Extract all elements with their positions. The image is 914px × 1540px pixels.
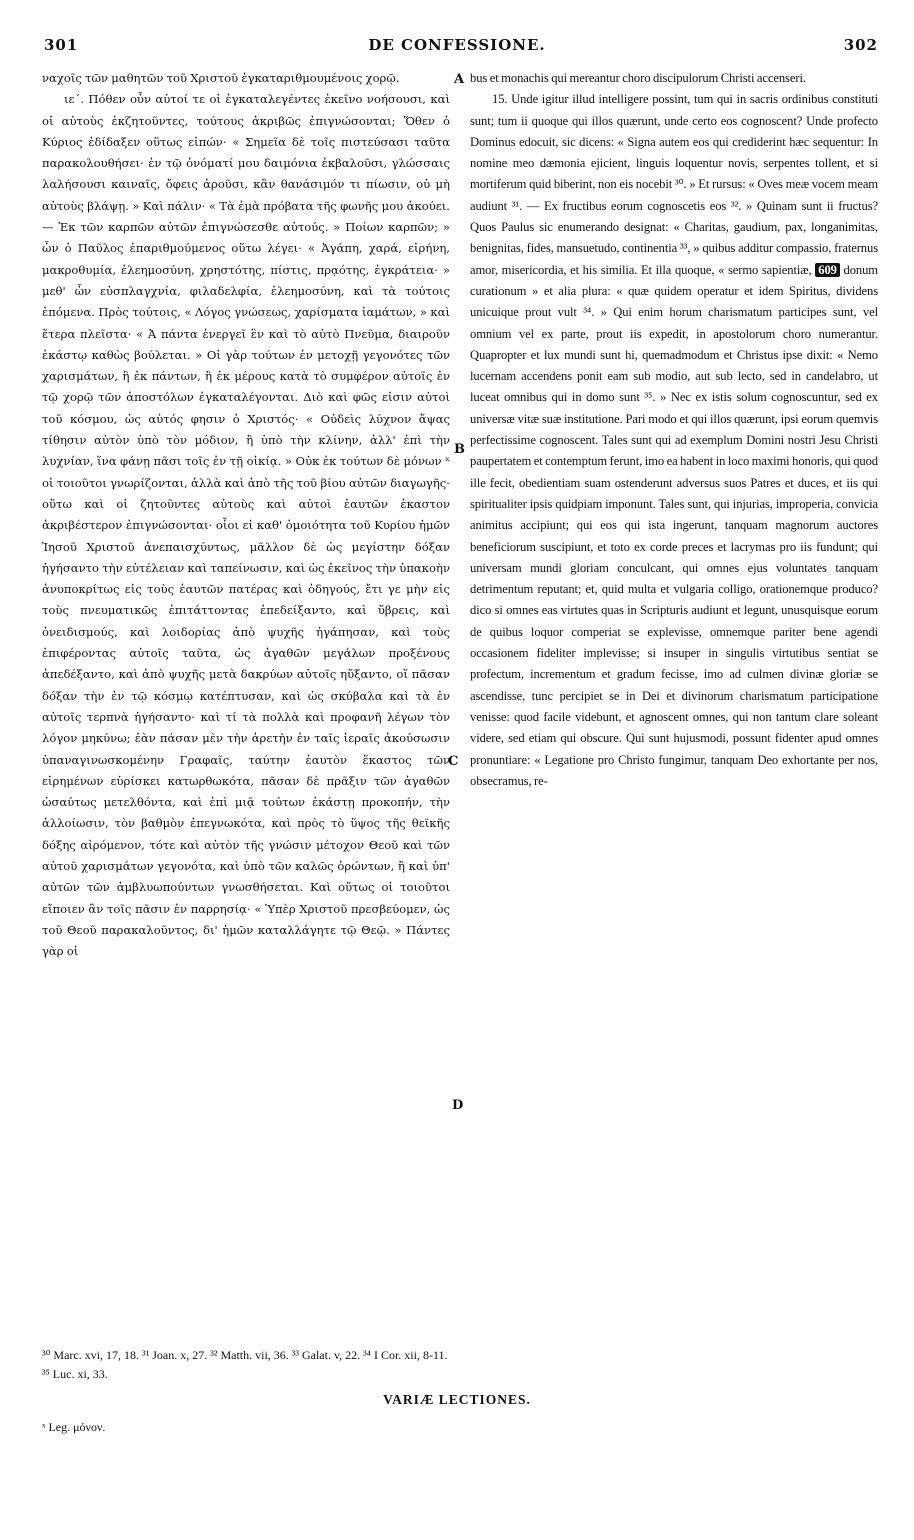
latin-text: donum curationum » et alia plura: « quæ quidem operatur et idem Spiritus, dividens unicuique prout vult ³⁴. » Qui enim horum charismatum participes sunt, vel omnium vel ex parte, prout iis expedit, in apostolorum choro numerantur. Quapropter et lux mundi sunt hi, quemadmodum et Christus ipse dixit: « Nemo lucernam accendens ponit eam sub modio, aut sub lecto, sed in candelabro, ut luceat omnibus qui in domo sunt ³⁵. » Nec ex istis solum cognoscuntur, sed ex universæ vitæ suæ institutione. Pari modo et qui illos quærunt, ipsi eorum quemvis perfectissime cognoscent. Tales sunt qui ad exemplum Domini nostri Jesu Christi paupertatem et contemptum ferunt, imo ea habent in loco maximi honoris, qui quod ille fecit, obedientiam suam ostenderunt adversus suos Patres et duces, et iis qui spiritualiter ipsis quidpiam imponunt. Tales sunt, qui injurias, improperia, convicia animitus accipiunt; qui eos qui ista ingerunt, tanquam magnorum auctores beneficiorum suscipiunt, et toto ex corde preces et lacrymas pro iis fundunt; qui universam mundi gloriam conculcant, qui omnes ejus voluntates tanquam detrimentum reputant; et, quid multa et vulgaria colligo, orationemque produco? dico si omnes eas virtutes quas in Scripturis audiunt et legunt, unusquisque eorum de quibus loquor comperiat se explevisse, omnemque pariter bene agendi occasionem fideliter implevisse; si insuper in singulis virtutibus sentiat se profectum, incrementum et gradum fecisse, imo ad culmen divinæ gloriæ se ascendisse, tunc percipiet se in Dei et divinorum charismatum participatione venisse: quod facile videbunt, et agnoscent omnes, qui non tantum clare soleant videre, sed etiam qui obscure. Qui sunt hujusmodi, possunt fidenter apud omnes pronuntiare: « Legatione pro Christo fungimur, tanquam Deo exhortante per nos, obsecramus, re-: [470, 262, 878, 788]
latin-text: 15. Unde igitur illud intelligere possint, tum qui in sacris ordinibus constituti sunt; tum ii quoque qui illos quærunt, unde certo eos cognoscent? Unde profecto Dominus edocuit, sic dicens: « Signa autem eos qui crediderint hæc sequentur: In nomine meo dæmonia ejicient, linguis loquentur novis, serpentes tollent, et si mortiferum quid biberint, non eis nocebit ³⁰. » Et rursus: « Oves meæ vocem meam audiunt ³¹. — Ex fructibus eorum cognoscetis eos ³². » Quinam sunt ii fructus? Quos Paulus sic enumerando designat: « Charitas, gaudium, pax, longanimitas, benignitas, fides, mansuetudo, continentia ³³, » quibus additur compassio, fraternus amor, misericordia, et his similia. Et illa quoque, « sermo sapientiæ,: [470, 92, 878, 277]
margin-letter-a: A: [454, 72, 465, 87]
greek-column: [42, 68, 450, 962]
margin-letter-c: C: [448, 754, 459, 769]
greek-paragraph: ιε΄. Πόθεν οὖν αὐτοί τε οἱ ἐγκαταλεγέντες ἐκεῖνο νοήσουσι, καὶ οἱ αὐτοὺς ἐκζητοῦντες, τούτους ἀκριβῶς ἐπιγνώσονται; Ὅθεν ὁ Κύριος ἐδίδαξεν οὕτως εἰπών· « Σημεῖα δὲ τοῖς πιστεύσασι ταῦτα παρακολουθήσει· ἐν τῷ ὀνόματί μου δαιμόνια ἐκβαλοῦσι, γλώσσαις λαλήσουσι καιναῖς, ὄφεις ἀροῦσι, κἂν θανάσιμόν τι πίωσιν, οὐ μὴ αὐτοὺς βλάψῃ. » Καὶ πάλιν· « Τὰ ἐμὰ πρόβατα τῆς φωνῆς μου ἀκούει. — Ἐκ τῶν καρπῶν αὐτῶν ἐπιγνώσεσθε αὐτούς. » Ποίων καρπῶν; » ὧν ὁ Παῦλος ἐπαριθμούμενος οὕτω λέγει· « Ἀγάπη, χαρά, εἰρήνη, μακροθυμία, ἐλεημοσύνη, χρηστότης, πίστις, πρᾳότης, ἐγκράτεια· » μεθ' ὧν εὐσπλαγχνία, φιλαδελφία, ἐλεημοσύνη, καὶ τὰ τούτοις ἑπόμενα. Πρὸς τούτοις, « Λόγος γνώσεως, χαρίσματα ἰαμάτων, » καὶ ἕτερα πλεῖστα· « Ἀ πάντα ἐνεργεῖ ἓν καὶ τὸ αὐτὸ Πνεῦμα, διαιροῦν ἑκάστῳ καθὼς βούλεται. » Οἱ γὰρ τούτων ἐν μετοχῇ γεγονότες τῶν χαρισμάτων, ἢ ἐκ πάντων, ἢ ἐκ μέρους κατὰ τὸ συμφέρον αὐτοῖς ἐν τῷ χορῷ τῶν ἀποστόλων ἐγκαταλέγονται. Διὸ καὶ φῶς εἰσιν αὐτοὶ τοῦ κόσμου, ὡς αὐτός φησιν ὁ Χριστός· « Οὐδεὶς λύχνον ἅψας τίθησιν αὐτὸν ὑπὸ τὸν μόδιον, ἢ ὑπὸ τὴν κλίνην, ἀλλ' ἐπὶ τὴν λυχνίαν, ἵνα φάνῃ πᾶσι τοῖς ἐν τῇ οἰκίᾳ. » Οὐκ ἐκ τούτων δὲ μόνων ˣ οἱ τοιοῦτοι γνωρίζονται, ἀλλὰ καὶ ἀπὸ τῆς τοῦ βίου αὐτῶν διαγωγῆς· οὕτω καὶ οἱ ζητοῦντες αὐτοὺς καὶ αὐτοὶ ἑαυτῶν ἑκαστον ἀκριβέστερον ἐπιγνώσονται· οἷοι εἰ καθ' ὁμοιότητα τοῦ Κυρίου ἡμῶν Ἰησοῦ Χριστοῦ ἀνεπαισχύντως, μᾶλλον δὲ ὡς μεγίστην δόξαν ἡγήσαντο τὴν εὐτέλειαν καὶ ταπείνωσιν, καὶ ὡς ἐκεῖνος τὴν ὑπακοὴν ἀνυποκρίτως εἰς τοὺς ἑαυτῶν πατέρας καὶ ὁδηγούς, ἔτι γε μὴν εἰς τοὺς πνευματικῶς ἐπιτάττοντας ἐπεδείξαντο, καὶ ὕβρεις, καὶ ὀνειδισμούς, καὶ λοιδορίας ἀπὸ ψυχῆς ἠγάπησαν, καὶ τοὺς ἐπιφέροντας αὐτοῖς ταῦτα, ὡς ἀγαθῶν μεγάλων προξένους ἀπεδέξαντο, καὶ ἀπὸ ψυχῆς μετὰ δακρύων αὐτοῖς ηὔξαντο, οἵ πᾶσαν δόξαν τὴν ἐν τῷ κόσμῳ κατέπτυσαν, καὶ ὡς σκύβαλα καὶ τὰ ἐν αὐτοῖς τερπνὰ ἡγήσαντο· καὶ τί τὰ πολλὰ καὶ προφανῆ λέγων τὸν λόγον μηκύνω; ἐὰν πάσαν μὲν τὴν ἀρετὴν ἐν ταῖς ἱεραῖς ἀκούσωσιν ὑπαναγινωσκομένην Γραφαῖς, ταύτην ἑαυτὸν ἕκαστος τῶν εἰρημένων εὑρίσκει κατωρθωκότα, πᾶσαν δὲ πρᾶξιν τῶν ἀγαθῶν ὡσαύτως μετελθόντα, καὶ ἐπὶ μιᾷ τούτων ἑκάστῃ προκοπήν, τὴν ἀλλοίωσιν, τὸν βαθμὸν ἐπεγνωκότα, καὶ πρὸς τὸ ὕψος τῆς θεϊκῆς δόξης αἰρόμενον, τότε καὶ αὐτὸν τῆς γνώσιν μέτοχον Θεοῦ καὶ τῶν αὐτοῦ χαρισμάτων γεγονότα, καὶ ὑπὸ τῶν καλῶς ὁρώντων, ἢ καὶ ὑπ' αὐτῶν τῶν ἀμβλυωπούντων γνωσθήσεται. Καὶ οὕτως οἱ τοιοῦτοι εἴποιεν ἂν τοῖς πᾶσιν ἐν παρρησίᾳ· « Ὑπὲρ Χριστοῦ πρεσβεύομεν, ὡς τοῦ Θεοῦ παρακαλοῦντος, δι' ἡμῶν καταλλάγητε τῷ Θεῷ. » Πάντες γὰρ οἱ: [42, 92, 450, 959]
latin-paragraph: bus et monachis qui mereantur choro discipulorum Christi accenseri.: [470, 71, 806, 85]
greek-paragraph: ναχοῖς τῶν μαθητῶν τοῦ Χριστοῦ ἐγκαταριθμουμένοις χορῷ.: [42, 71, 400, 85]
page-number-left: 301: [44, 36, 79, 54]
latin-column: [470, 68, 878, 792]
latin-paragraph: [470, 89, 878, 792]
footnote-line: ³⁰ Marc. xvi, 17, 18. ³¹ Joan. x, 27. ³² Matth. vii, 36. ³³ Galat. v, 22. ³⁴ I Cor. xii, 8-11.: [42, 1348, 448, 1362]
variae-lectiones-note: ˣ Leg. μόνον.: [42, 1420, 106, 1434]
margin-letter-d: D: [452, 1098, 464, 1113]
footnote-line: ³⁵ Luc. xi, 33.: [42, 1367, 108, 1381]
variae-lectiones-title: VARIÆ LECTIONES.: [383, 1392, 531, 1407]
page-number-right: 302: [843, 36, 878, 54]
margin-letter-b: B: [454, 442, 465, 457]
running-title: DE CONFESSIONE.: [368, 36, 546, 54]
page-marker-badge: 609: [815, 263, 840, 277]
